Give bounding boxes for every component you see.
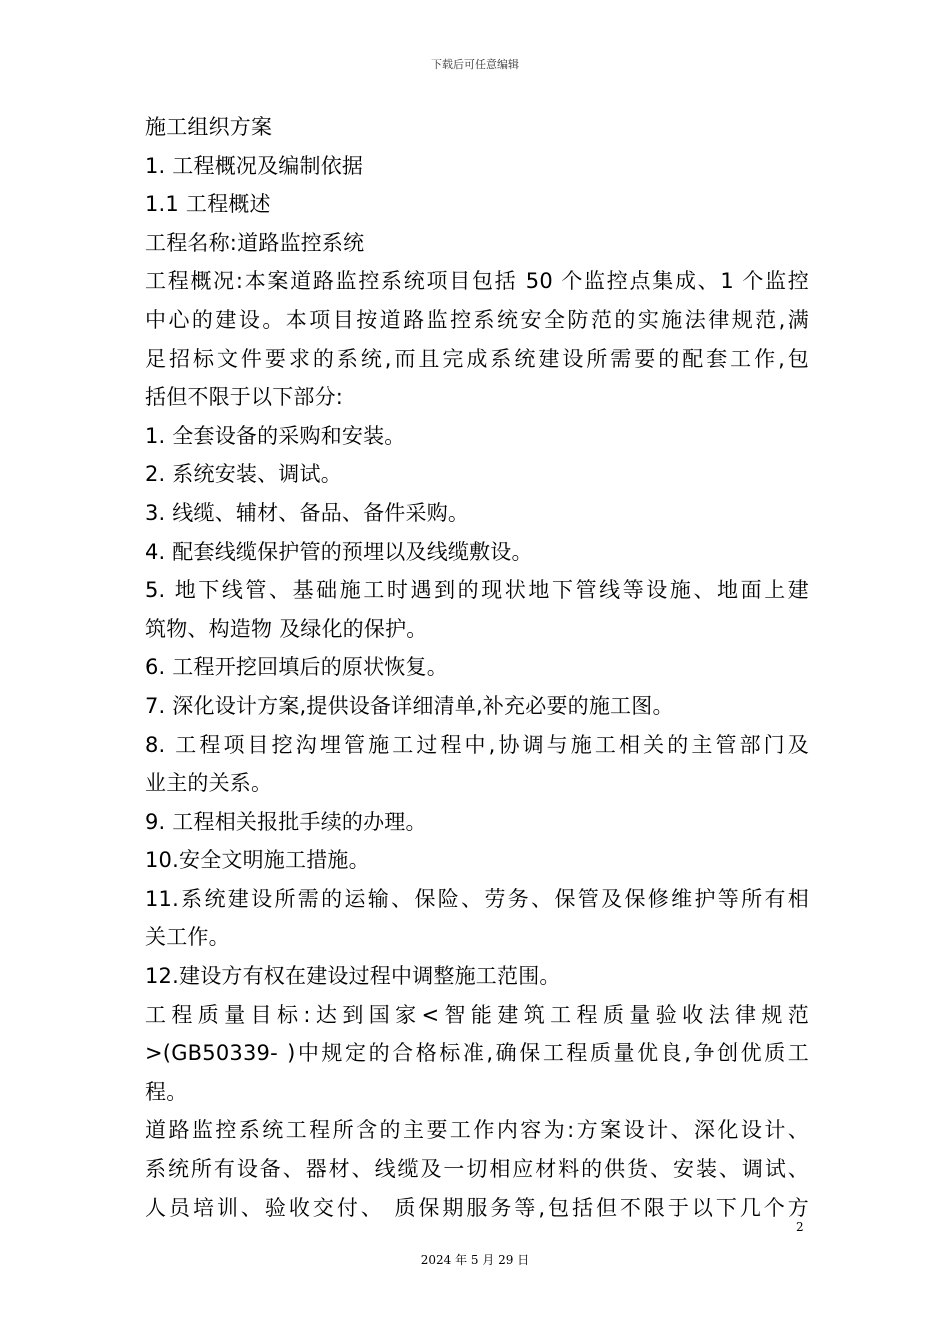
list-item: 2. 系统安装、调试。 [145,462,342,487]
list-item: 5. 地下线管、基础施工时遇到的现状地下管线等设施、地面上建 [145,578,809,603]
list-item: 8. 工程项目挖沟埋管施工过程中,协调与施工相关的主管部门及 [145,732,809,757]
quality-goal-line: 工程质量目标:达到国家<智能建筑工程质量验收法律规范 [145,1002,809,1027]
list-item-continuation: 关工作。 [145,925,230,950]
document-body [145,108,809,1227]
list-item: 3. 线缆、辅材、备品、备件采购。 [145,500,470,525]
list-item: 7. 深化设计方案,提供设备详细清单,补充必要的施工图。 [145,693,674,718]
list-item-continuation: 筑物、构造物 及绿化的保护。 [145,616,428,641]
project-name: 工程名称:道路监控系统 [145,230,365,255]
quality-goal-line: >(GB50339- )中规定的合格标准,确保工程质量优良,争创优质工 [145,1041,809,1066]
list-item: 6. 工程开挖回填后的原状恢复。 [145,655,448,680]
list-item: 9. 工程相关报批手续的办理。 [145,809,427,834]
section-heading: 1. 工程概况及编制依据 [145,153,364,178]
doc-title: 施工组织方案 [145,115,273,139]
paragraph-line: 工程概况:本案道路监控系统项目包括 50 个监控点集成、1 个监控 [145,269,809,294]
header-note: 下载后可任意编辑 [431,58,519,71]
scope-paragraph-line: 系统所有设备、器材、线缆及一切相应材料的供货、安装、调试、 [145,1157,809,1182]
list-item: 1. 全套设备的采购和安装。 [145,423,406,448]
paragraph-line: 中心的建设。本项目按道路监控系统安全防范的实施法律规范,满 [145,307,809,332]
list-item: 10.安全文明施工措施。 [145,848,370,873]
scope-paragraph-line: 道路监控系统工程所含的主要工作内容为:方案设计、深化设计、 [145,1118,809,1143]
subsection-heading: 1.1 工程概述 [145,192,271,217]
paragraph-line: 括但不限于以下部分: [145,385,344,410]
footer-date: 2024 年 5 月 29 日 [420,1253,530,1267]
quality-goal-line: 程。 [145,1079,188,1104]
list-item: 4. 配套线缆保护管的预埋以及线缆敷设。 [145,539,533,564]
page-number: 2 [796,1220,804,1234]
paragraph-line: 足招标文件要求的系统,而且完成系统建设所需要的配套工作,包 [145,346,809,371]
list-item-continuation: 业主的关系。 [145,771,273,796]
list-item: 11.系统建设所需的运输、保险、劳务、保管及保修维护等所有相 [145,886,809,911]
list-item: 12.建设方有权在建设过程中调整施工范围。 [145,964,561,989]
scope-paragraph-line: 人员培训、验收交付、 质保期服务等,包括但不限于以下几个方 [145,1195,809,1220]
